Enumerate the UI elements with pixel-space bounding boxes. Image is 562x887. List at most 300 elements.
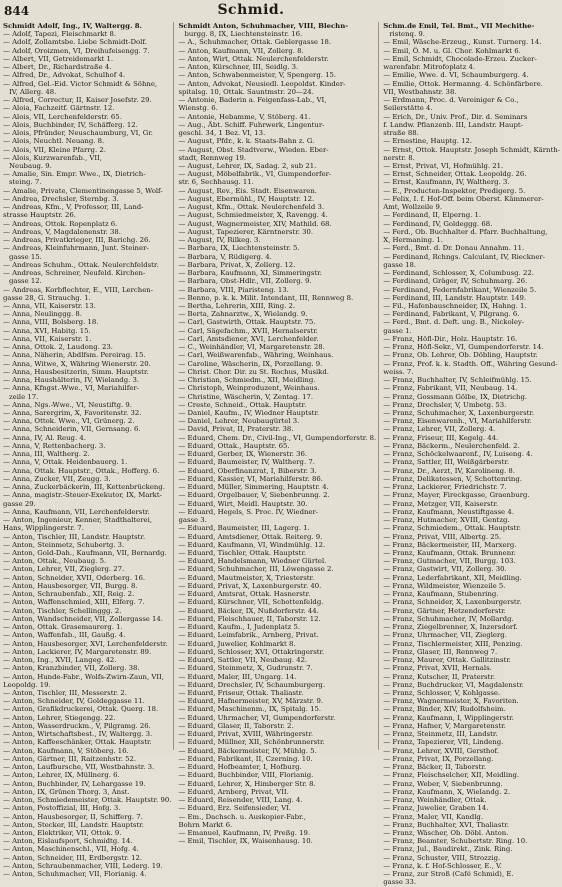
directory-entry: — Anton, Kaufmann, V, Stöberg. 16. xyxy=(3,746,129,755)
directory-entry: — Anton, Schraubenfab., XII, Reig. 2. xyxy=(3,590,135,599)
directory-entry: — Ernestine, Hauptg. 12. xyxy=(383,137,473,146)
directory-entry: — Franz, Buchhalter, IV, Schleifmühlg. 15. xyxy=(383,376,532,385)
directory-entry: stadt, Rennweg 19. xyxy=(178,153,247,162)
directory-entry: — Eduard, Friseur, Ottak. Thaliastr. xyxy=(178,688,304,697)
directory-entry: nerstr. 8. xyxy=(383,153,415,162)
directory-entry: — Antonie, Hebamme, V, Stöberg. 41. xyxy=(178,112,311,121)
directory-entry: — Eduard, Kaufmann, VI, Windmühlg. 12. xyxy=(178,540,326,549)
directory-entry: — Daniel, Lehrer, Neubaugürtel 3. xyxy=(178,417,300,426)
directory-entry: — Emil, Wäsche-Erzeug., Kunst. Turnerg. 14. xyxy=(383,38,542,47)
directory-entry: — Erich, Dr., Univ. Prof., Dir. d. Seminars xyxy=(383,112,528,121)
directory-entry: — Anton, Stecker, III, Landstr. Hauptstr. xyxy=(3,820,144,829)
directory-entry: Bohrn Markt 6. xyxy=(178,820,233,829)
directory-entry: — Anton, Schwabenmeister, V, Spengerg. 15. xyxy=(178,71,337,80)
directory-entry: — Franz, Dr., Aerzt, IV, Karolineng. 8. xyxy=(383,466,516,475)
directory-entry: — Barbara, V, Rüdigerg. 4. xyxy=(178,252,272,261)
directory-entry: — Barbara, VIII, Piaristeng. 13. xyxy=(178,285,289,294)
directory-entry: — Anna, Ottak. Hauptstr., Ottak., Hofferg. 6. xyxy=(3,466,160,475)
directory-entry: — Eduard, Baumeister, IV, Waltherg. 7. xyxy=(178,458,315,467)
directory-entry: gasse 18. xyxy=(383,260,417,269)
directory-entry: — Franz, Steinmetz, III, Landstr. xyxy=(383,730,498,739)
directory-entry: — Eduard, Hafnermeister, XV, Märzstr. 9. xyxy=(178,697,324,706)
directory-entry: — Franz, Kaufmann, Neustiftgasse 4. xyxy=(383,507,514,516)
directory-entry: — Alois, VII, Lerchenfelderstr. 65. xyxy=(3,112,122,121)
directory-entry: — Barbara, IX, Liechtensteinstr. 5. xyxy=(178,244,300,253)
directory-entry: — Anton, Kaffeeschänker, Ottak. Hauptstr. xyxy=(3,738,152,747)
directory-entry: — Anna, V, Rettenbacherg. 3. xyxy=(3,441,106,450)
directory-entry: — Anton, Hunde-Fabr., Wolfs-Zwirn-Zaun, VII, xyxy=(3,672,164,681)
directory-entry: Schm.de Emil, Tel. Bmt., VII Mechithe- xyxy=(383,22,535,30)
directory-entry: — Anna, Näherin, Abdlfsm. Pereirag. 15. xyxy=(3,351,146,360)
directory-entry: — Anton, Postoffizial, III, Hofg. 3. xyxy=(3,804,121,813)
directory-entry: — Anna, Sarergrim, X, Favoritenstr. 32. xyxy=(3,409,142,418)
directory-entry: Wienstg. 6. xyxy=(178,104,218,113)
directory-entry: — Eduard, Oberfinanzrat, I, Biberstr. 3. xyxy=(178,466,317,475)
directory-entry: — Emilie, Ottok. Hermanng. 4. Schönfärbere. xyxy=(383,79,543,88)
directory-entry: — Franz, Prof. k. k. Stadth. Off., Währing Gesund- xyxy=(383,359,558,368)
directory-entry: — Franz, Schlosser, V, Kohlgasse. xyxy=(383,688,501,697)
directory-entry: — Felix, I. f. Hof-Off. beim Oberst. Kämmerer- xyxy=(383,194,544,203)
directory-entry: — Franz, Friseur, III, Kegelg. 44. xyxy=(383,433,499,442)
directory-entry: zeile 17. xyxy=(9,392,39,401)
directory-entry: — Franz, Tischlermeister, XIII, Penzing. xyxy=(383,639,523,648)
directory-entry: — Anton, Ingenieur, Kenner, Stadthalterei, xyxy=(3,516,153,525)
directory-columns xyxy=(3,22,561,887)
directory-entry: IV, Allerg. 48. xyxy=(9,87,57,96)
directory-entry: — Carl, Weißwarenfab., Währing, Weinhaus. xyxy=(178,351,334,360)
directory-entry: — Franz, Uhrmacher, VII, Zieglerg. xyxy=(383,631,507,640)
directory-entry: — Eduard, Lehrer, X, Himberger Str. 8. xyxy=(178,779,316,788)
directory-entry: — Ferdinand, Federnfabrikant, Wienzeile 5. xyxy=(383,285,537,294)
directory-entry: — Aug., Äbt. Schiff. Fuhrwerk, Lingentur- xyxy=(178,120,325,129)
directory-entry: geschl. 34, 1 Bez. VI, 13. xyxy=(178,129,266,138)
directory-entry: — Anton, Wandschneider, VII, Zollergasse 14. xyxy=(3,614,163,623)
directory-entry: — Eduard, Amtsrat, Ottak. Hasnerstr. xyxy=(178,590,311,599)
directory-entry: — Franz, Bäcker, II, Taborstr. xyxy=(383,763,487,772)
directory-entry: — Benno, p. k. k. Milit. Intendant, III, Rennweg 8. xyxy=(178,293,354,302)
directory-entry: Leopoldg. 19. xyxy=(3,680,51,689)
directory-entry: — Anton, Elektriker, VII, Ottok. 9. xyxy=(3,828,122,837)
directory-entry: — Anton, Wirt, Ottak. Neulerchenfelderstr. xyxy=(178,54,329,63)
directory-entry: — Creste, Schneid., Ottak. Hauptstr. xyxy=(178,400,307,409)
directory-entry: — Barbara, Obst-Hdlr., VII, Zollerg. 9. xyxy=(178,277,312,286)
directory-entry: — Eduard, Schuhmacher, III, Löwengasse 2. xyxy=(178,565,334,574)
directory-entry: gasse 28, G. Strauchg. 1. xyxy=(3,293,91,302)
directory-entry: — Eduard, Reisender, VIII, Lang. 4. xyxy=(178,796,303,805)
directory-entry: — Franz, Kaufmann, I, Wipplingerstr. xyxy=(383,713,514,722)
directory-entry: — Ferdinand, Rchngs. Calculant, IV, Rieckner- xyxy=(383,252,546,261)
directory-entry: — Eduard, Buchbinder, VIII, Florianig. xyxy=(178,771,314,780)
directory-entry: — Eduard, Bäckermeister, IV, Mühlg. 5. xyxy=(178,746,317,755)
directory-entry: — Anna, Neulinggg. 8. xyxy=(3,310,83,319)
directory-entry: — Anna, VII, Kaiserstr. 13. xyxy=(3,301,96,310)
directory-entry: — Ferd., Bmt. d. Deft. ung. B., Nickoley- xyxy=(383,318,525,327)
directory-entry: — Franz, Privat, XVII, Hernals. xyxy=(383,664,492,673)
directory-entry: — Ernst, Privat, VI, Hofmühlg. 21. xyxy=(383,161,504,170)
directory-entry: — Franz, Fabrikant, VII, Neubaug. 14. xyxy=(383,384,518,393)
directory-entry: — Anton, Kürschner, III, Seidlg. 3. xyxy=(178,63,299,72)
directory-entry: — Ferdinand, Fabrikant, V, Pilgrang. 6. xyxy=(383,310,520,319)
directory-entry: — Christoph, Weinproduzent, Weinhaus. xyxy=(178,384,320,393)
directory-entry: — Amalie, Sin. Empr. Wwe., IX, Dietrich- xyxy=(3,170,146,179)
directory-entry: — Ferdinand, II, Elperng. 1. xyxy=(383,211,482,220)
directory-entry: spitalsg. 10, Ottak. Sauntmstr. 20—24. xyxy=(178,87,314,96)
directory-entry: — Daniel, Kaufm., IV, Wiedner Hauptstr. xyxy=(178,409,320,418)
directory-entry: — Anna, magistr.-Steuer-Exekutor, IX, Markt- xyxy=(3,491,162,500)
directory-entry: — Franz, Binder, XIV, Rudolfsheim. xyxy=(383,705,506,714)
directory-entry: VII, Westbahnstr. 38. xyxy=(383,87,457,96)
directory-entry: — Eduard, Mautmeister, X, Triesterstr. xyxy=(178,573,315,582)
directory-entry: — Franz, Wildmeister, Wienzeile 5. xyxy=(383,581,506,590)
directory-entry: — Ferdinand, IV, Goldeggg. 68. xyxy=(383,219,493,228)
directory-entry: — Franz, Privat, IX, Porzellang. xyxy=(383,754,494,763)
directory-entry: — Eduard, Fleischhauer, II, Taborstr. 12. xyxy=(178,614,321,623)
directory-entry: — Franz, Delikatessen, V, Schottenring. xyxy=(383,474,522,483)
directory-entry: — Anton, Lackierer, IV, Margaretenstr. 89. xyxy=(3,647,152,656)
directory-entry: — Franz, Buchdrucker, VI, Magdalenstr. xyxy=(383,680,524,689)
directory-entry: — Eduard, Orgelbauer, V, Siebenbrunng. 2. xyxy=(178,491,330,500)
directory-entry: — Caroline, Wäscherin, IX, Porzellang. 9. xyxy=(178,359,323,368)
directory-entry: — Antonie, Baderin a. Feigenfass-Lab., VI, xyxy=(178,96,327,105)
directory-entry: — Anton, Hausbesorger, XVI, Lerchenfelderstr. xyxy=(3,639,168,648)
directory-entry: — Franz, Maurer, Ottak. Gallitzinstr. xyxy=(383,656,511,665)
directory-entry: — Anton, Schraubenmacher, VIII, Lederg. 19. xyxy=(3,861,163,870)
directory-entry: — Eduard, Kürschner, VII, Schottenfeldg. xyxy=(178,598,324,607)
directory-entry: — August, Pfdr., k. k. Staats-Bahn z. G. xyxy=(178,137,315,146)
directory-entry: — Christ. Chor. Dir. zu St. Rochus, Musikd. xyxy=(178,367,329,376)
directory-entry: Schmidt Anton, Schuhmacher, VIII, Blechn- xyxy=(178,22,349,30)
directory-entry: — Adolf, Tapezi, Fleischmarkt 8. xyxy=(3,30,117,39)
directory-entry: — A., Schuhmacher, Ottak. Geblergasse 18. xyxy=(178,38,332,47)
directory-entry: — Eduard, Hegels, S. Proc. IV, Wiedner- xyxy=(178,507,319,516)
directory-entry: — Franz, Fleischselcher, XII, Meidling. xyxy=(383,771,520,780)
directory-entry: — Franz, Lederfabrikant, XII, Meidling. xyxy=(383,573,522,582)
directory-entry: — Anton, Ottak. Grasemaurerg. 1. xyxy=(3,623,123,632)
directory-entry: — Eduard, Kaufm., I, Judenplatz 5. xyxy=(178,623,301,632)
directory-entry: str. 6, Sechhausg. 11. xyxy=(178,178,254,187)
directory-entry: — Carl, Gastwirth, Ottak. Hauptstr. 75. xyxy=(178,318,316,327)
running-head: Schmid. xyxy=(217,2,285,18)
directory-entry: — Anton, Ottak., Neubaug. 5. xyxy=(3,557,107,566)
directory-entry: — Franz, Eisenwarenh., VI, Mariahilferstr. xyxy=(383,417,532,426)
directory-entry: — Franz, Gutmacher, VII, Burgg. 103. xyxy=(383,557,516,566)
directory-entry: — Ernst, Ottok. Hauptstr. Joseph Schmidt, Kärnth- xyxy=(383,145,561,154)
directory-entry: — Anton, Lehrer, IX, Müllnerg. 6. xyxy=(3,771,120,780)
directory-entry: Neubaug. 9. xyxy=(9,161,52,170)
directory-entry: — August, Kfm., Ottak. Neulerchenfeld 3. xyxy=(178,203,325,212)
directory-entry: — Christian, Schmiedm., XII, Meidling. xyxy=(178,376,316,385)
directory-entry: — Anna, Witwe, X, Währing Wienerstr. 20. xyxy=(3,359,151,368)
directory-entry: — Eduard, Privat, XVIII, Währingerstr. xyxy=(178,730,314,739)
directory-entry: — Anna, III, Waltherg. 2. xyxy=(3,450,90,459)
directory-entry: — Anton, Kaufmann, VII, Zollerg. 8. xyxy=(178,46,304,55)
directory-entry: — Anna, Ottok. 2, Laudong. 23. xyxy=(3,343,113,352)
directory-entry: — Em., Dachsch. u. Auskopier-Fabr., xyxy=(178,812,306,821)
directory-entry: — Franz, Hutmacher, XVIII, Gentzg. xyxy=(383,516,510,525)
directory-entry: — Franz, Schneider, X, Laxenburgerstr. xyxy=(383,598,522,607)
directory-entry: — Andreas, Korbflechter, E., VIII, Lerchen- xyxy=(3,285,154,294)
directory-entry: — Eduard, Erz. Seifensieder, VI. xyxy=(178,804,292,813)
directory-entry: — C., Weinhändler, VI, Margaretenstr. 28. xyxy=(178,343,325,352)
directory-entry: — Anton, Hausbesorger, II, Schifferg. 7. xyxy=(3,812,143,821)
directory-entry: — Eduard, Maschinenm., IX, Spitalg. 15. xyxy=(178,705,322,714)
directory-entry: — Franz, Privat, VIII, Albertg. 25. xyxy=(383,532,502,541)
directory-entry: — Franz, Beamter, Schubertstr. Ring. 10. xyxy=(383,837,528,846)
directory-entry: — Franz, Maler, VII, Kandlg. xyxy=(383,812,484,821)
directory-entry: — Anna, Ngs.-Wwe., VI, Neustiftg. 9. xyxy=(3,400,132,409)
directory-entry: — Eduard, Chem. Dr., Civil-Ing., VI, Gumpendorferstr. 8. xyxy=(178,433,377,442)
directory-entry: — Albert, VII, Getreidemarkt 1. xyxy=(3,54,114,63)
directory-entry: — Franz, Juwelier, Graben 14. xyxy=(383,804,489,813)
directory-entry: — Franz, Schuhmacher, X, Laxenburgerstr. xyxy=(383,409,535,418)
directory-entry: — Anton, Hausbesorger, VII, Burgg. 8. xyxy=(3,581,138,590)
directory-entry: gasse 33. xyxy=(383,878,417,887)
directory-entry: — Franz, Kaufmann, Ottak. Brunnenr. xyxy=(383,549,516,557)
directory-entry: — Eduard, Fabrikant, II, Czerning. 10. xyxy=(178,754,313,763)
directory-entry: — Ferd., Bmt. d. Dr. Donau Annahm. 11. xyxy=(383,244,525,253)
directory-entry: — Eduard, Schlosser, XVI, Ottakringerstr. xyxy=(178,647,325,656)
directory-entry: — August, Tapezierer, Kärntnerstr. 30. xyxy=(178,227,314,236)
directory-entry: — Anton, Schmiedemeister, Ottak. Hauptstr. 90. xyxy=(3,796,172,805)
directory-entry: — Anna, Schneiderin, VII, Gernsang. 6. xyxy=(3,425,141,434)
directory-entry: — Ferdinand, Gräger, IV, Schuhmarg. 26. xyxy=(383,277,528,286)
directory-entry: — Franz, Ob. Lehrer, Ob. Döbling, Hauptstr. xyxy=(383,351,538,360)
directory-entry: — Alois, Kurzwarenfab., VII, xyxy=(3,153,102,162)
directory-entry: gasse 15. xyxy=(9,252,42,261)
directory-entry: — Franz, Schuhmacher, IV, Mollardg. xyxy=(383,614,514,623)
directory-entry: — Andreas, Kfm., V, Professor, III, Land- xyxy=(3,203,144,212)
directory-entry: — Adolf, Zollamtsbe. Liebe Schmidt-Dolf. xyxy=(3,38,147,47)
directory-entry: — Andreas, Schreiner, Neufeld. Kirchen- xyxy=(3,269,146,278)
directory-entry: — Carl, Sägefachm., XVII, Hernalserstr. xyxy=(178,326,318,335)
directory-entry: — Eduard, Maler, III, Ungarg. 14. xyxy=(178,672,297,681)
directory-entry: — August, Ebermühl., IV, Hauptstr. 12. xyxy=(178,194,315,203)
directory-entry: — Anna, Haushälterin, IV, Wielandg. 3. xyxy=(3,376,140,385)
directory-entry: — Franz, Glaser, III, Rennweg 7. xyxy=(383,647,498,656)
directory-entry: — Franz, Schmiedem., Ottak. Hauptstr. xyxy=(383,524,521,533)
directory-entry: — Franz, Jul., Baudirekt., Zink. Ring. xyxy=(383,845,513,854)
directory-entry: strasse Hauptstr. 26. xyxy=(3,211,76,220)
directory-entry: — Anna, Kaufmann, VII, Lerchenfelderstr. xyxy=(3,507,150,516)
directory-entry: — August, Rev., Eis. Stadt. Eisenwaren. xyxy=(178,186,317,195)
directory-entry: — Anton, Tischler, Schellinggg. 2. xyxy=(3,606,122,615)
directory-entry: — Andreas, Privatkrieger, III, Barichg. 26. xyxy=(3,236,151,245)
directory-entry: Schmidt Adolf, Ing., IV, Waltergg. 8. xyxy=(3,22,142,30)
directory-entry: — Alois, Pfründer, Neuschaumburg, VI, Gr. xyxy=(3,129,153,138)
directory-entry: — Alois, Neuchtl. Neuang. 8. xyxy=(3,137,105,146)
directory-entry: — Eduard, Ottak., Hauptstr. 65. xyxy=(178,441,290,450)
directory-entry: — August, Lehrer, IX, Sadag. 2, sub 21. xyxy=(178,161,317,170)
directory-entry: — Emil, Ö. M. u. Gl. Chor. Kohlmarkt 6. xyxy=(383,46,521,55)
directory-entry: — Anna, VII, Kaiserstr. 1. xyxy=(3,334,92,343)
directory-entry: — Eduard, Gerber, IX, Wienerstr. 36. xyxy=(178,450,308,459)
directory-entry: — Eduard, Steinmetz, X, Gudrunstr. 7. xyxy=(178,664,313,673)
directory-entry: — Anton, Waffenfab., III, Gaußg. 4. xyxy=(3,631,126,640)
directory-entry: — Berta, Zahnarztw., X, Wielandg. 9. xyxy=(178,310,308,319)
directory-entry: — Barbara, Privat, X, Zollerg. 12. xyxy=(178,260,296,269)
directory-entry: — Eduard, Amtsdiener, Ottak. Reiterg. 9. xyxy=(178,532,323,541)
directory-entry: — Eduard, Wirt, Meidl. Hauptstr. 30. xyxy=(178,499,308,508)
directory-entry: — Anna, Kfngst.-Wwe., VI, Mariahilfer- xyxy=(3,384,139,393)
directory-entry: warenfabr. Mitrofoplatz 4. xyxy=(383,63,476,72)
directory-entry: — Andreas, Ottok. Ropenplatz 6. xyxy=(3,219,118,228)
directory-entry: — Eduard, Kassier, VI, Mariahilferstr. 86. xyxy=(178,474,323,483)
directory-entry: Seilerstätte 4. xyxy=(383,104,433,113)
directory-entry: — Eduard, Tischler, Ottak. Hauptstr. xyxy=(178,549,307,557)
directory-entry: — Anton, Schneider, IV, Goldeggasse 11. xyxy=(3,697,145,706)
directory-entry: — Anna, V, Ottak. Heidenbauerg. 1. xyxy=(3,458,128,467)
directory-entry: — Eduard, Müller, Simmering, Hauptstr. 4. xyxy=(178,483,329,492)
directory-entry: — Anton, Wasserdruckm., V, Pilgramg. 26. xyxy=(3,721,151,730)
directory-entry: — Alfred, Dr., Advokat, Schulhof 4. xyxy=(3,71,126,80)
directory-entry: — Andreas, V, Magdalenenstr. 38. xyxy=(3,227,121,236)
directory-entry: — Ernst, Schneider, Ottak. Leopoldg. 26. xyxy=(383,170,527,179)
directory-entry: — Anton, Tischler, III, Messerstr. 2. xyxy=(3,688,127,697)
directory-entry: — August, Obst. Stadtverw., Wieden. Eber- xyxy=(178,145,329,154)
directory-entry: — Franz, Bäckermeister, III, Marxerg. xyxy=(383,540,517,549)
directory-entry: — Anton, Kranzbinder, VII, Zollerg. 38. xyxy=(3,664,140,673)
directory-entry: — Franz, Schöckelwaarenf., IV, Luiseng. 4. xyxy=(383,450,533,459)
directory-entry: Hans, Wipplingerstr. 7. xyxy=(3,524,84,533)
directory-entry: — Christine, Wäscherin, V, Zentag. 17. xyxy=(178,392,314,401)
directory-entry: — Franz, Wäscher, Ob. Döbl. Anton. xyxy=(383,828,509,837)
directory-entry: — Anna, Zucker, VII, Zeugg. 3. xyxy=(3,474,111,483)
directory-entry: — Emanuel, Kaufmann, IV, Preßg. 19. xyxy=(178,828,311,837)
directory-entry: — Franz, Buchhalter, XVI, Thaliastr. xyxy=(383,820,509,829)
directory-entry: — Anton, Buchbinder, IV, Lehargasse 19. xyxy=(3,779,146,788)
directory-entry: — Eduard, Juwelier, Kohlmarkt 8. xyxy=(178,639,296,648)
column-right xyxy=(383,22,562,887)
directory-entry: — Anton, IX, Grünen Thorg. 3, Anst. xyxy=(3,787,130,796)
directory-entry: — Eduard, Sattler, VII, Neubaug. 42. xyxy=(178,656,308,665)
directory-entry: — Emil, Tischler, IX, Waisenhausg. 10. xyxy=(178,837,313,846)
directory-entry: — Anton, Gold-Dah., Kaufmann, VII, Bernardg. xyxy=(3,549,167,557)
directory-entry: — Franz, Höfl-Sekr., VI, Gumpendorferstr. 14. xyxy=(383,343,544,352)
directory-entry: — Andrea, Drechsler, Sternbg. 3. xyxy=(3,194,119,203)
directory-entry: — Anton, Eislaufsport, Schmidtg. 14. xyxy=(3,837,133,846)
directory-entry: straße 88. xyxy=(383,129,419,138)
directory-entry: — Eduard, Drechsler, IV, Schaumburgerg. xyxy=(178,680,326,689)
directory-entry: — Franz, Tapezierer, VII, Lindeng. xyxy=(383,738,504,747)
directory-entry: X, Hermaning. 1. xyxy=(383,236,443,245)
directory-entry: — Anton, Wirtschaftsbest., IV, Waltergg. 3. xyxy=(3,730,153,739)
directory-entry: — Carl, Amtsdiener, XVI, Lerchenfelder. xyxy=(178,334,319,343)
directory-entry: — E., Producten-Inspektor, Predigerg. 5. xyxy=(383,186,526,195)
directory-entry: — Anton, Schneider, III, Erdbergstr. 12. xyxy=(3,853,143,862)
directory-entry: — Alfred, Gel.-Eid. Victor Schmidt & Söhne, xyxy=(3,79,158,88)
directory-entry: — Eduard, Baumeister, III, Lagerg. 1. xyxy=(178,524,310,533)
directory-entry: — Anton, Schneider, XVII, Oderberg. 16. xyxy=(3,573,146,582)
directory-entry: — David, Privat, II, Praterstr. 38. xyxy=(178,425,294,434)
directory-entry: — Anna, VIII, Bolsberg. 18. xyxy=(3,318,99,327)
directory-entry: — Franz, zur Stroß (Café Schmid), E. xyxy=(383,870,514,879)
directory-entry: — Amalie, Private, Clementinengasse 5, Wolf- xyxy=(3,186,163,195)
directory-entry: Amt, Wollzeile 9. xyxy=(383,203,443,212)
directory-entry: f. Landw. Pflanzenb. III, Landstr. Haupt- xyxy=(383,120,523,129)
directory-entry: — Albert, Dr., Richardstraße 4. xyxy=(3,63,112,72)
directory-entry: — Anton, Lehrer, Stiegengg. 22. xyxy=(3,713,116,722)
directory-entry: — August, Wagnermeister, XIV, Mathild. 68. xyxy=(178,219,332,228)
directory-entry: — Aloia, Fachzeitf. Gärtnstr. 12. xyxy=(3,104,115,113)
directory-entry: — Franz, Metzger, VII, Kaiserstr. xyxy=(383,499,499,508)
directory-entry: — Anton, Tischler, III, Landstr. Hauptstr. xyxy=(3,532,146,541)
directory-entry: — Franz, k. f. Hof-Schlosser, E., V. xyxy=(383,861,502,870)
directory-entry: — Franz, Gärtner, Hetzendorferstr. xyxy=(383,606,506,615)
directory-entry: — Anton, Gärtner, III, Raitzenhstr. 52. xyxy=(3,754,137,763)
directory-entry: — Anna, Hausbesitzerin, Simm. Hauptstr. xyxy=(3,367,149,376)
directory-entry: — Anna, Ottok. Wwe., VI, Grünerg. 2. xyxy=(3,417,135,426)
directory-entry: — Anna, XVI, Habitg. 15. xyxy=(3,326,91,335)
directory-entry: — Franz, Wagnermeister, X, Favoriten. xyxy=(383,697,519,706)
column-left xyxy=(3,22,174,879)
directory-entry: — Franz, Ziegelbrenner, X, Inzersdorf. xyxy=(383,623,518,632)
directory-entry: — Eduard, Uhrmacher, VI, Gumpendorferstr. xyxy=(178,713,336,722)
directory-entry: — Anton, Laufbursche, VII, Westbahnstr. 3. xyxy=(3,763,155,772)
directory-entry: — Emil, Schmidt, Chocolade-Erzeu. Zucker- xyxy=(383,54,537,63)
directory-entry: — Anton, Advokat, Neusiedl. Leopoldst. Kinder- xyxy=(178,79,346,88)
directory-entry: — Franz, Gossmann Gölbe, IX, Dietrichg. xyxy=(383,392,528,401)
directory-entry: — Eduard, Privat, X, Laxenburgerstr. 40. xyxy=(178,581,322,590)
directory-entry: — Eduard, Hofbeamter, I, Hofburg. xyxy=(178,763,302,772)
directory-entry: — Andreas, Kleinfuhrmann, Junt. Steiner- xyxy=(3,244,149,253)
directory-entry: — Anna, Zuckerbäckerin, III, Kettenbrückeng. xyxy=(3,483,165,492)
directory-entry: — Franz, Mayer, Fireckgasse, Graenburg. xyxy=(383,491,530,500)
directory-entry: gasse 3. xyxy=(178,516,207,525)
directory-entry: — Ferd., Ob. Buchhalter d. Pfarr. Buchhaltung, xyxy=(383,227,548,236)
directory-entry: — Eduard, Müllner, XII, Schönbrunnerstr. xyxy=(178,738,325,747)
directory-entry: — Eduard, Arnberg, Privat, VII. xyxy=(178,787,289,796)
directory-entry: — Franz, Hafner, V, Margaretenstr. xyxy=(383,721,506,730)
directory-entry: gasse 29. xyxy=(3,499,36,508)
directory-entry: — Emilie, Wwe. d. VI, Schaumburgerg. 4. xyxy=(383,71,529,80)
directory-entry: — August, Möbelfabrik., VI, Gumpendorfer- xyxy=(178,170,332,179)
directory-entry: — Ferdinand, III, Landstr. Hauptstr. 149. xyxy=(383,293,527,302)
directory-entry: ristenq. 9. xyxy=(389,30,425,39)
directory-entry: — Franz, Schuster, VIII, Strozzig. xyxy=(383,853,501,862)
directory-entry: — Franz, Kaufmann, X, Wielandg. 2. xyxy=(383,787,511,796)
column-middle xyxy=(178,22,379,846)
directory-entry: — Franz, Weinhändler, Ottak. xyxy=(383,796,487,805)
directory-entry: gasse 1. xyxy=(383,326,412,335)
directory-entry: — Anna, IV, Al. Reug. 4. xyxy=(3,433,86,442)
directory-entry: — Alfred, Correctur, II, Kaiser Josefstr. 29. xyxy=(3,96,152,105)
directory-entry: — Franz, Kutscher, II, Praterstr. xyxy=(383,672,496,681)
directory-entry: — Anton, Maschinenschl., VII, Hofg. 4. xyxy=(3,845,139,854)
directory-entry: — August, IV, Rilkeg. 3. xyxy=(178,236,261,245)
page-number: 844 xyxy=(4,4,30,18)
directory-entry: — Ernst, Kaufmann, IV, Waltherg. 3. xyxy=(383,178,510,187)
directory-entry: — Barbara, Kaufmann, XI, Simmeringstr. xyxy=(178,269,322,278)
directory-entry: steing. 7. xyxy=(9,178,42,187)
directory-entry: — Franz, Höfl-Dir., Holz. Hauptstr. 16. xyxy=(383,334,518,343)
directory-entry: — Franz, Lehrer, XVIII, Gersthof. xyxy=(383,746,500,755)
directory-entry: burgg. 8, IX, Liechtensteinstr. 16. xyxy=(184,30,303,39)
directory-entry: — Anton, Lehrer, VII, Zieglerg. 27. xyxy=(3,565,125,574)
directory-entry: — Eduard, Handelsmann, Wiedner Gürtel. xyxy=(178,557,327,566)
directory-entry: — Anton, Schuhmacher, VII, Florianig. 4. xyxy=(3,870,147,879)
directory-entry: — August, Schmiedmeister, X, Ravengg. 4. xyxy=(178,211,328,220)
directory-entry: — Franz, Kaufmann, Stubenring. xyxy=(383,590,499,599)
directory-entry: — Franz, Sattler, III, Weißgärberstr. xyxy=(383,458,510,467)
directory-entry: gasse 12. xyxy=(9,277,42,286)
page-header xyxy=(4,2,498,20)
directory-entry: — Eduard, Leimfabrik., Arnberg, Privat. xyxy=(178,631,319,640)
directory-entry: — Franz, Lackierer, Friedrichstr. 7. xyxy=(383,483,507,492)
directory-entry: — Franz, Drechsler, V, Umbetg. 53. xyxy=(383,400,507,409)
directory-entry: — Franz, Lehrer, VII, Zollerg. 4. xyxy=(383,425,496,434)
directory-entry: — Erdmann, Proc. d. Vereiniger & Co., xyxy=(383,96,519,105)
directory-entry: — Franz, Bäckerm., Neulerchenfeld. 2. xyxy=(383,441,520,450)
